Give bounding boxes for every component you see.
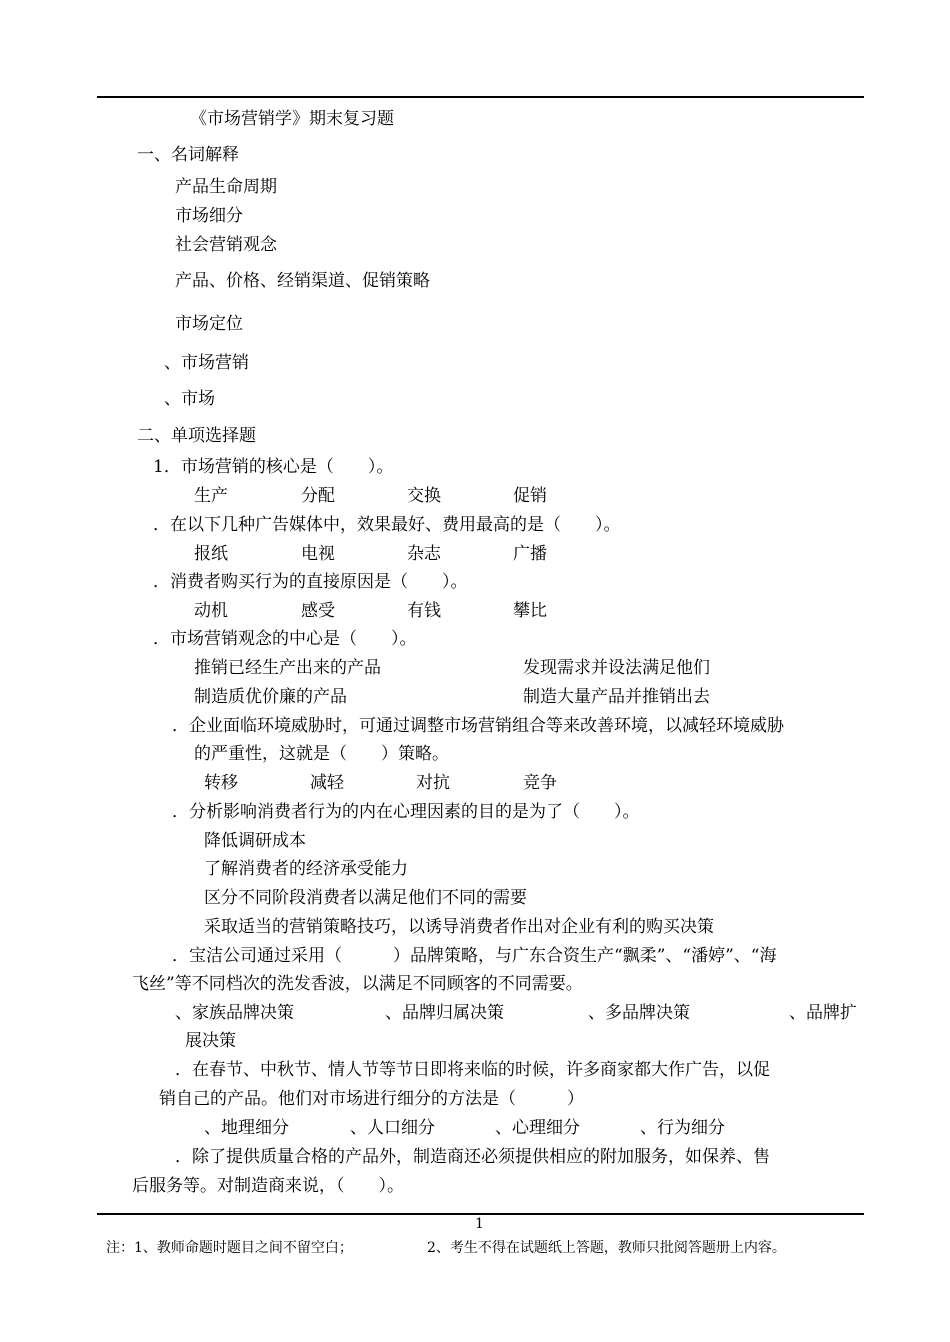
option: 、品牌扩 [789,1003,857,1023]
footnote-part-2: 2、考生不得在试题纸上答题，教师只批阅答题册上内容。 [427,1240,786,1256]
term-item: 、市场 [164,389,215,409]
question-stem-continued: 的严重性，这就是（ ）策略。 [194,744,449,764]
question-stem-continued: 飞丝”等不同档次的洗发香波，以满足不同顾客的不同需要。 [132,974,583,994]
question-stem: ．企业面临环境威胁时，可通过调整市场营销组合等来改善环境，以减轻环境威胁 [172,716,784,736]
term-item: 市场定位 [175,314,243,334]
option: 、家族品牌决策 [175,1003,294,1023]
term-item: 产品、价格、经销渠道、促销策略 [175,271,430,291]
question-stem-continued: 后服务等。对制造商来说，（ ）。 [132,1176,404,1196]
section-heading-choice: 二、单项选择题 [137,426,256,446]
option: 、品牌归属决策 [385,1003,504,1023]
option: 制造大量产品并推销出去 [523,687,710,707]
option: 生产 [194,486,228,506]
option: 促销 [513,486,547,506]
option: 对抗 [416,773,450,793]
option: 、行为细分 [640,1118,725,1138]
question-stem-continued: 销自己的产品。他们对市场进行细分的方法是（ ） [159,1089,584,1109]
term-item: 产品生命周期 [175,177,277,197]
section-heading-terms: 一、名词解释 [137,145,239,165]
option: 感受 [301,601,335,621]
question-stem: 1．市场营销的核心是（ ）。 [153,457,394,477]
option: 竞争 [523,773,557,793]
term-item: 市场细分 [175,206,243,226]
option: 有钱 [407,601,441,621]
option: 采取适当的营销策略技巧，以诱导消费者作出对企业有利的购买决策 [204,917,714,937]
option-continued: 展决策 [185,1031,236,1051]
question-stem: ．消费者购买行为的直接原因是（ ）。 [153,572,468,592]
option: 制造质优价廉的产品 [194,687,347,707]
option: 报纸 [194,544,228,564]
question-stem: ．在以下几种广告媒体中，效果最好、费用最高的是（ ）。 [153,515,621,535]
term-item: 社会营销观念 [175,235,277,255]
option: 攀比 [513,601,547,621]
option: 交换 [407,486,441,506]
question-stem: ．市场营销观念的中心是（ ）。 [153,629,417,649]
question-stem: ．宝洁公司通过采用（ ）品牌策略，与广东合资生产“飘柔”、“潘婷”、“海 [172,946,777,966]
option: 、心理细分 [495,1118,580,1138]
option: 、地理细分 [204,1118,289,1138]
question-stem: ．除了提供质量合格的产品外，制造商还必须提供相应的附加服务，如保养、售 [175,1147,770,1167]
option: 、人口细分 [350,1118,435,1138]
option: 杂志 [407,544,441,564]
top-rule [97,96,864,98]
option: 转移 [204,773,238,793]
option: 分配 [301,486,335,506]
term-item: 、市场营销 [164,353,249,373]
option: 电视 [301,544,335,564]
page-number: 1 [475,1216,484,1232]
option: 区分不同阶段消费者以满足他们不同的需要 [204,888,527,908]
question-stem: ．在春节、中秋节、情人节等节日即将来临的时候，许多商家都大作广告，以促 [175,1060,770,1080]
option: 减轻 [310,773,344,793]
bottom-rule [97,1213,864,1215]
option: 广播 [513,544,547,564]
footnote-part-1: 注：1、教师命题时题目之间不留空白； [106,1240,353,1256]
option: 推销已经生产出来的产品 [194,658,381,678]
option: 降低调研成本 [204,831,306,851]
option: 了解消费者的经济承受能力 [204,859,408,879]
option: 发现需求并设法满足他们 [523,658,710,678]
question-stem: ．分析影响消费者行为的内在心理因素的目的是为了（ ）。 [172,802,640,822]
option: 动机 [194,601,228,621]
option: 、多品牌决策 [588,1003,690,1023]
page-title: 《市场营销学》期末复习题 [190,109,394,129]
